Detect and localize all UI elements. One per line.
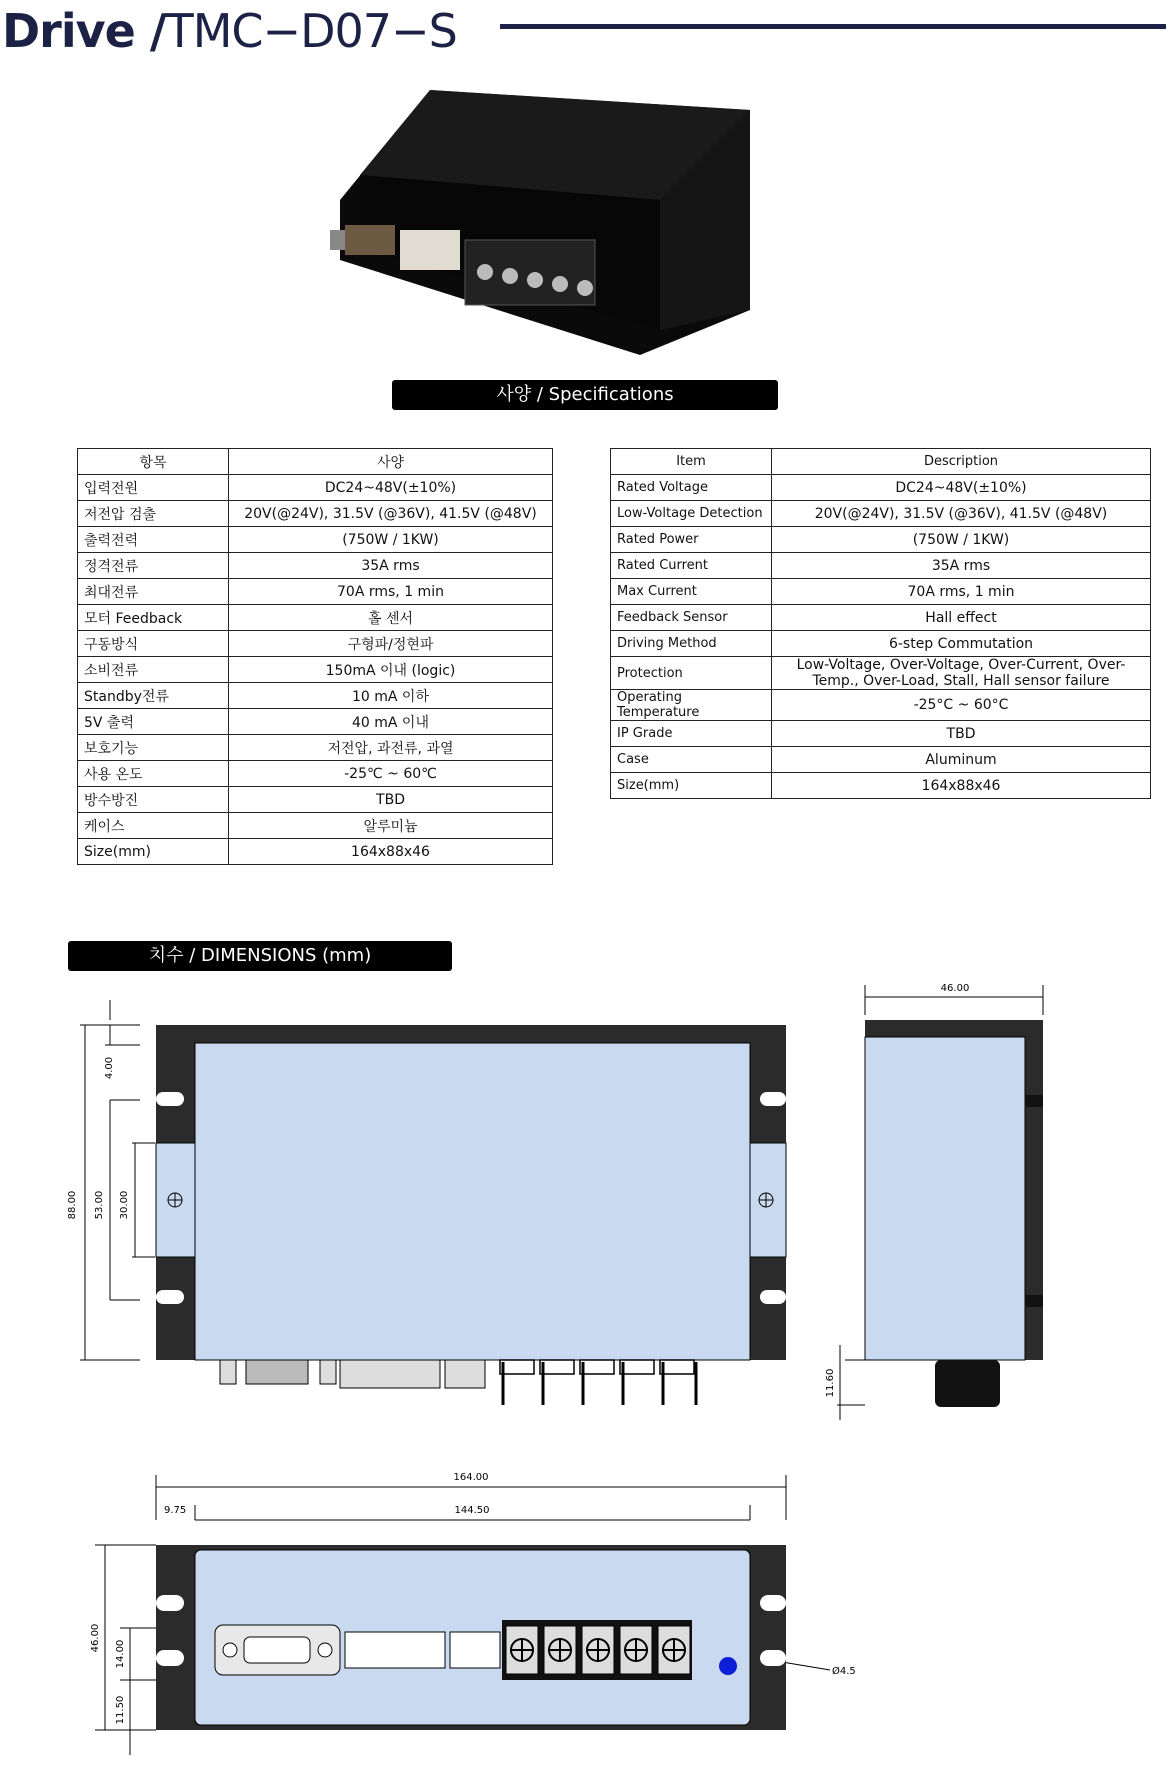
- table-row: [78, 657, 553, 683]
- spec-item: IP Grade: [611, 721, 772, 747]
- english-spec-table: [610, 448, 1151, 799]
- page-header: [0, 0, 1168, 60]
- table-row: [611, 721, 1151, 747]
- table-row: [611, 579, 1151, 605]
- table-header-row: [78, 449, 553, 475]
- spec-value: 70A rms, 1 min: [229, 579, 553, 605]
- dimensions-banner: 치수 / DIMENSIONS (mm): [68, 941, 452, 971]
- front-view-drawing: [60, 1000, 800, 1420]
- spec-item: 5V 출력: [78, 709, 229, 735]
- spec-item: Case: [611, 747, 772, 773]
- spec-item: 사용 온도: [78, 761, 229, 787]
- spec-value: 6-step Commutation: [772, 631, 1151, 657]
- dim-front-top: 4.00: [104, 1056, 115, 1080]
- dim-top-bottom-height: 11.50: [115, 1695, 126, 1725]
- spec-value: 35A rms: [772, 553, 1151, 579]
- spec-value: 20V(@24V), 31.5V (@36V), 41.5V (@48V): [772, 501, 1151, 527]
- spec-value: 150mA 이내 (logic): [229, 657, 553, 683]
- spec-item: Rated Voltage: [611, 475, 772, 501]
- table-row: [611, 773, 1151, 799]
- spec-value: 40 mA 이내: [229, 709, 553, 735]
- spec-item: 케이스: [78, 813, 229, 839]
- spec-item: Operating Temperature: [611, 690, 772, 721]
- column-header: 항목: [78, 449, 229, 475]
- spec-value: -25℃ ~ 60℃: [229, 761, 553, 787]
- spec-value: 알루미늄: [229, 813, 553, 839]
- spec-value: 35A rms: [229, 553, 553, 579]
- table-row: [611, 605, 1151, 631]
- spec-value: 10 mA 이하: [229, 683, 553, 709]
- table-row: [611, 527, 1151, 553]
- dim-top-offset: 9.75: [164, 1505, 187, 1516]
- table-row: [611, 475, 1151, 501]
- spec-value: 70A rms, 1 min: [772, 579, 1151, 605]
- spec-value: TBD: [772, 721, 1151, 747]
- model-label: TMC−D07−S: [165, 4, 457, 58]
- dim-front-total: 88.00: [67, 1190, 78, 1220]
- spec-item: 출력전력: [78, 527, 229, 553]
- table-row: [78, 709, 553, 735]
- korean-spec-table: [77, 448, 553, 865]
- table-row: [78, 839, 553, 865]
- table-row: [78, 553, 553, 579]
- specifications-banner: 사양 / Specifications: [392, 380, 778, 410]
- table-row: [78, 475, 553, 501]
- column-header: Item: [611, 449, 772, 475]
- spec-item: 구동방식: [78, 631, 229, 657]
- table-row: [611, 501, 1151, 527]
- table-row: [78, 579, 553, 605]
- spec-value: 164x88x46: [772, 773, 1151, 799]
- dim-hole-diameter: Ø4.5: [832, 1666, 856, 1677]
- spec-item: 최대전류: [78, 579, 229, 605]
- table-row: [611, 631, 1151, 657]
- spec-item: Driving Method: [611, 631, 772, 657]
- spec-item: 소비전류: [78, 657, 229, 683]
- spec-item: 방수방진: [78, 787, 229, 813]
- dim-side-width: 46.00: [940, 983, 970, 994]
- dim-side-conn: 11.60: [825, 1368, 836, 1398]
- product-photo: [330, 80, 760, 360]
- dim-top-conn-height: 14.00: [115, 1639, 126, 1669]
- dim-top-total-width: 164.00: [453, 1472, 489, 1483]
- spec-value: Hall effect: [772, 605, 1151, 631]
- spec-item: 입력전원: [78, 475, 229, 501]
- spec-item: Rated Power: [611, 527, 772, 553]
- column-header: 사양: [229, 449, 553, 475]
- table-header-row: [611, 449, 1151, 475]
- spec-value: 구형파/정현파: [229, 631, 553, 657]
- column-header: Description: [772, 449, 1151, 475]
- dim-top-inner-width: 144.50: [454, 1505, 490, 1516]
- spec-value: (750W / 1KW): [229, 527, 553, 553]
- table-row: [78, 501, 553, 527]
- table-row: [78, 813, 553, 839]
- spec-value: 164x88x46: [229, 839, 553, 865]
- spec-value: DC24~48V(±10%): [229, 475, 553, 501]
- spec-value: DC24~48V(±10%): [772, 475, 1151, 501]
- header-rule: [500, 24, 1166, 29]
- spec-item: Standby전류: [78, 683, 229, 709]
- spec-item: Max Current: [611, 579, 772, 605]
- spec-item: Feedback Sensor: [611, 605, 772, 631]
- spec-value: 20V(@24V), 31.5V (@36V), 41.5V (@48V): [229, 501, 553, 527]
- top-view-drawing: [60, 1460, 960, 1770]
- spec-value: Low-Voltage, Over-Voltage, Over-Current, Over-Temp., Over-Load, Stall, Hall sensor failure: [772, 657, 1151, 690]
- table-row: [78, 683, 553, 709]
- spec-value: Aluminum: [772, 747, 1151, 773]
- spec-value: 저전압, 과전류, 과열: [229, 735, 553, 761]
- spec-value: (750W / 1KW): [772, 527, 1151, 553]
- table-row: [78, 787, 553, 813]
- spec-item: 보호기능: [78, 735, 229, 761]
- dim-front-inner: 53.00: [94, 1190, 105, 1220]
- dim-top-total-height: 46.00: [90, 1623, 101, 1653]
- spec-item: 모터 Feedback: [78, 605, 229, 631]
- spec-item: Size(mm): [611, 773, 772, 799]
- spec-item: Rated Current: [611, 553, 772, 579]
- spec-value: -25°C ~ 60°C: [772, 690, 1151, 721]
- spec-item: Size(mm): [78, 839, 229, 865]
- table-row: [78, 605, 553, 631]
- brand-label: Drive /: [2, 4, 166, 58]
- table-row: [611, 747, 1151, 773]
- table-row: [78, 761, 553, 787]
- table-row: [78, 735, 553, 761]
- table-row: [78, 631, 553, 657]
- table-row: [611, 657, 1151, 690]
- spec-item: 정격전류: [78, 553, 229, 579]
- table-row: [78, 527, 553, 553]
- spec-item: Low-Voltage Detection: [611, 501, 772, 527]
- spec-value: 홀 센서: [229, 605, 553, 631]
- table-row: [611, 690, 1151, 721]
- page-title: [2, 4, 457, 58]
- spec-value: TBD: [229, 787, 553, 813]
- side-view-drawing: [825, 975, 1065, 1425]
- table-row: [611, 553, 1151, 579]
- spec-item: Protection: [611, 657, 772, 690]
- dim-front-mount: 30.00: [119, 1190, 130, 1220]
- spec-item: 저전압 검출: [78, 501, 229, 527]
